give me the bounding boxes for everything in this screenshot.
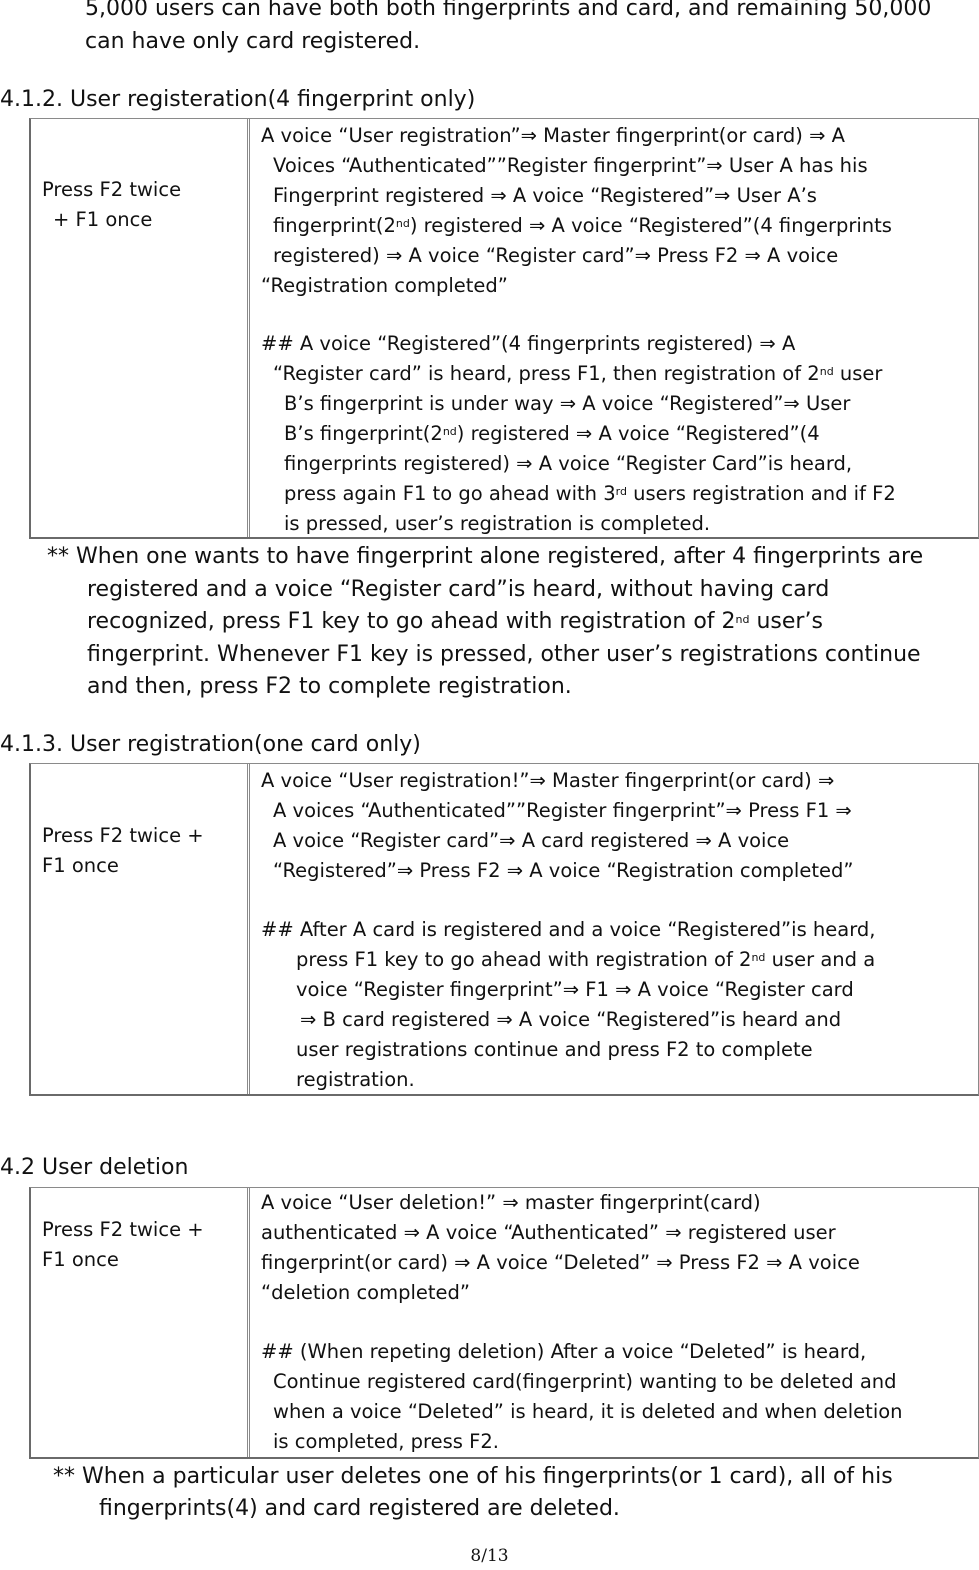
section-42-key-line-2: F1 once [42,1248,119,1271]
section-412-key-cell [31,119,250,537]
s412-p1-l2: Voices “Authenticated””Register fingerprint”⇒ User A has his [273,154,868,177]
s42-p1-l2: authenticated ⇒ A voice “Authenticated” ⇒ registered user [261,1221,836,1244]
section-42-heading: 4.2 User deletion [0,1155,189,1180]
section-413-key-cell [31,764,250,1094]
note-412-l2: registered and a voice “Register card”is heard, without having card [87,577,830,602]
note-42-l1: ** When a particular user deletes one of his fingerprints(or 1 card), all of his [53,1464,893,1489]
s412-p2-l6-b: users registration and if F2 [626,482,896,505]
s412-p2-l4-b: ) registered ⇒ A voice “Registered”(4 [456,422,820,445]
s413-p1-l2: A voices “Authenticated””Register fingerprint”⇒ Press F1 ⇒ [273,799,852,822]
s42-p1-l4: “deletion completed” [261,1281,471,1304]
section-42-description-cell [250,1188,978,1457]
sup-nd: nd [751,951,766,964]
note-412-l3-b: user’s [749,609,823,634]
section-413-heading: 4.1.3. User registration(one card only) [0,732,421,757]
s42-p2-l4: is completed, press F2. [273,1430,499,1453]
s412-p2-l5: fingerprints registered) ⇒ A voice “Register Card”is heard, [284,452,853,475]
s412-p1-l1: A voice “User registration”⇒ Master fingerprint(or card) ⇒ A [261,124,845,147]
section-412-heading: 4.1.2. User registeration(4 fingerprint only) [0,87,476,112]
s42-p1-l1: A voice “User deletion!” ⇒ master fingerprint(card) [261,1191,761,1214]
section-42-key-line-1: Press F2 twice + [42,1218,204,1241]
s412-p2-l6 [284,479,896,509]
section-42-key-cell [31,1188,250,1457]
section-412-key-line-1: Press F2 twice [42,178,182,201]
sup-nd: nd [442,425,457,438]
sup-nd: nd [395,217,410,230]
s413-p1-l1: A voice “User registration!”⇒ Master fingerprint(or card) ⇒ [261,769,835,792]
s412-p2-l2-a: “Register card” is heard, press F1, then registration of 2 [273,362,820,385]
s413-p2-l3: voice “Register fingerprint”⇒ F1 ⇒ A voice “Register card [296,978,854,1001]
sup-nd: nd [819,365,834,378]
sup-rd: rd [615,485,627,498]
section-412-description-cell [250,119,978,537]
note-412-l3 [87,606,823,638]
note-412-l3-a: recognized, press F1 key to go ahead with registration of 2 [87,609,736,634]
s413-p2-l5: user registrations continue and press F2 to complete [296,1038,813,1061]
s413-p2-l6: registration. [296,1068,415,1091]
s42-p1-l3: fingerprint(or card) ⇒ A voice “Deleted” ⇒ Press F2 ⇒ A voice [261,1251,860,1274]
section-42-table [29,1187,979,1459]
s412-p1-l4 [273,211,892,241]
s412-p1-l5: registered) ⇒ A voice “Register card”⇒ Press F2 ⇒ A voice [273,244,839,267]
s413-p2-l2 [296,945,875,975]
intro-line-1: 5,000 users can have both both fingerprints and card, and remaining 50,000 [85,0,932,21]
section-412-table [29,118,979,539]
s42-p2-l3: when a voice “Deleted” is heard, it is deleted and when deletion [273,1400,903,1423]
section-412-key-line-2: + F1 once [53,208,153,231]
s42-p2-l2: Continue registered card(fingerprint) wanting to be deleted and [273,1370,897,1393]
s412-p2-l1: ## A voice “Registered”(4 fingerprints registered) ⇒ A [261,332,796,355]
s412-p2-l4 [284,419,820,449]
s42-p2-l1: ## (When repeting deletion) After a voice “Deleted” is heard, [261,1340,867,1363]
note-412-l1: ** When one wants to have fingerprint alone registered, after 4 fingerprints are [47,544,924,569]
section-413-description-cell [250,764,978,1094]
page-number: 8/13 [470,1546,509,1566]
s413-p2-l2-a: press F1 key to go ahead with registration of 2 [296,948,752,971]
note-412-l4: fingerprint. Whenever F1 key is pressed, other user’s registrations continue [87,642,921,667]
s412-p1-l3: Fingerprint registered ⇒ A voice “Registered”⇒ User A’s [273,184,817,207]
s412-p1-l4-a: fingerprint(2 [273,214,396,237]
s413-p2-l4: ⇒ B card registered ⇒ A voice “Registered”is heard and [300,1008,842,1031]
s412-p2-l3: B’s fingerprint is under way ⇒ A voice “Registered”⇒ User [284,392,851,415]
section-413-key-line-1: Press F2 twice + [42,824,204,847]
s412-p2-l7: is pressed, user’s registration is completed. [284,512,711,535]
s412-p2-l2-b: user [833,362,883,385]
sup-nd: nd [735,613,750,626]
s412-p1-l4-b: ) registered ⇒ A voice “Registered”(4 fingerprints [409,214,892,237]
section-413-table [29,763,979,1096]
note-42-l2: fingerprints(4) and card registered are deleted. [99,1496,620,1521]
section-413-key-line-2: F1 once [42,854,119,877]
s412-p2-l6-a: press again F1 to go ahead with 3 [284,482,616,505]
s413-p2-l2-b: user and a [765,948,876,971]
s412-p2-l2 [273,359,882,389]
s413-p2-l1: ## After A card is registered and a voice “Registered”is heard, [261,918,876,941]
s412-p1-l6: “Registration completed” [261,274,508,297]
note-412-l5: and then, press F2 to complete registration. [87,674,572,699]
s413-p1-l3: A voice “Register card”⇒ A card registered ⇒ A voice [273,829,790,852]
s413-p1-l4: “Registered”⇒ Press F2 ⇒ A voice “Registration completed” [273,859,854,882]
intro-line-2: can have only card registered. [85,29,421,54]
s412-p2-l4-a: B’s fingerprint(2 [284,422,443,445]
